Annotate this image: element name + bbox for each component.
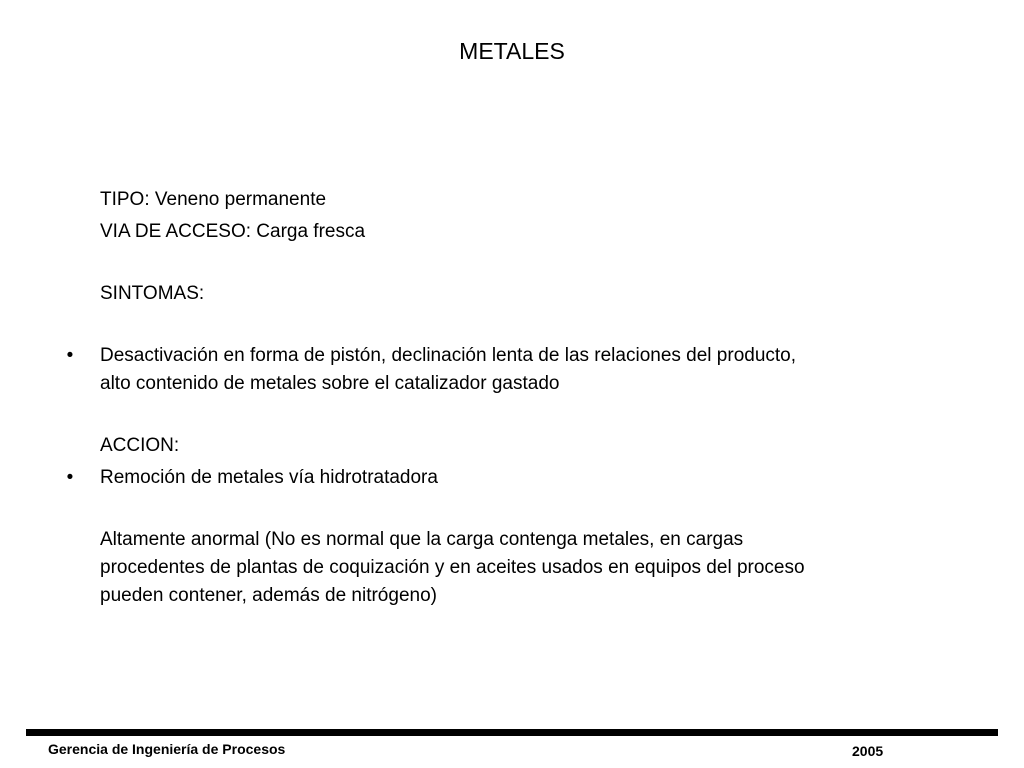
sintomas-bullet-item [66, 342, 980, 398]
spacer [100, 246, 980, 280]
footer-organization: Gerencia de Ingeniería de Procesos [48, 741, 286, 757]
sintomas-bullet-text-line2: alto contenido de metales sobre el catalizador gastado [100, 373, 560, 394]
bullet-icon: • [66, 467, 74, 488]
accion-bullet-text: Remoción de metales vía hidrotratadora [100, 467, 438, 488]
tipo-line: TIPO: Veneno permanente [100, 189, 327, 210]
nota-line3: pueden contener, además de nitrógeno) [100, 585, 437, 606]
spacer [100, 308, 980, 342]
footer-divider [26, 729, 998, 736]
spacer [100, 398, 980, 432]
sintomas-heading: SINTOMAS: [100, 283, 205, 304]
accion-bullet-item [66, 464, 980, 492]
accion-heading: ACCION: [100, 435, 180, 456]
nota-line2: procedentes de plantas de coquización y en aceites usados en equipos del proceso [100, 557, 805, 578]
via-acceso-line: VIA DE ACCESO: Carga fresca [100, 221, 366, 242]
sintomas-bullet-text-line1: Desactivación en forma de pistón, declinación lenta de las relaciones del producto, [100, 345, 797, 366]
nota-line1: Altamente anormal (No es normal que la carga contenga metales, en cargas [100, 529, 744, 550]
slide-title: METALES [459, 38, 565, 64]
slide-content [66, 186, 980, 610]
spacer [100, 492, 980, 526]
bullet-icon: • [66, 345, 74, 366]
footer-year: 2005 [852, 743, 884, 759]
nota-paragraph [100, 526, 980, 610]
